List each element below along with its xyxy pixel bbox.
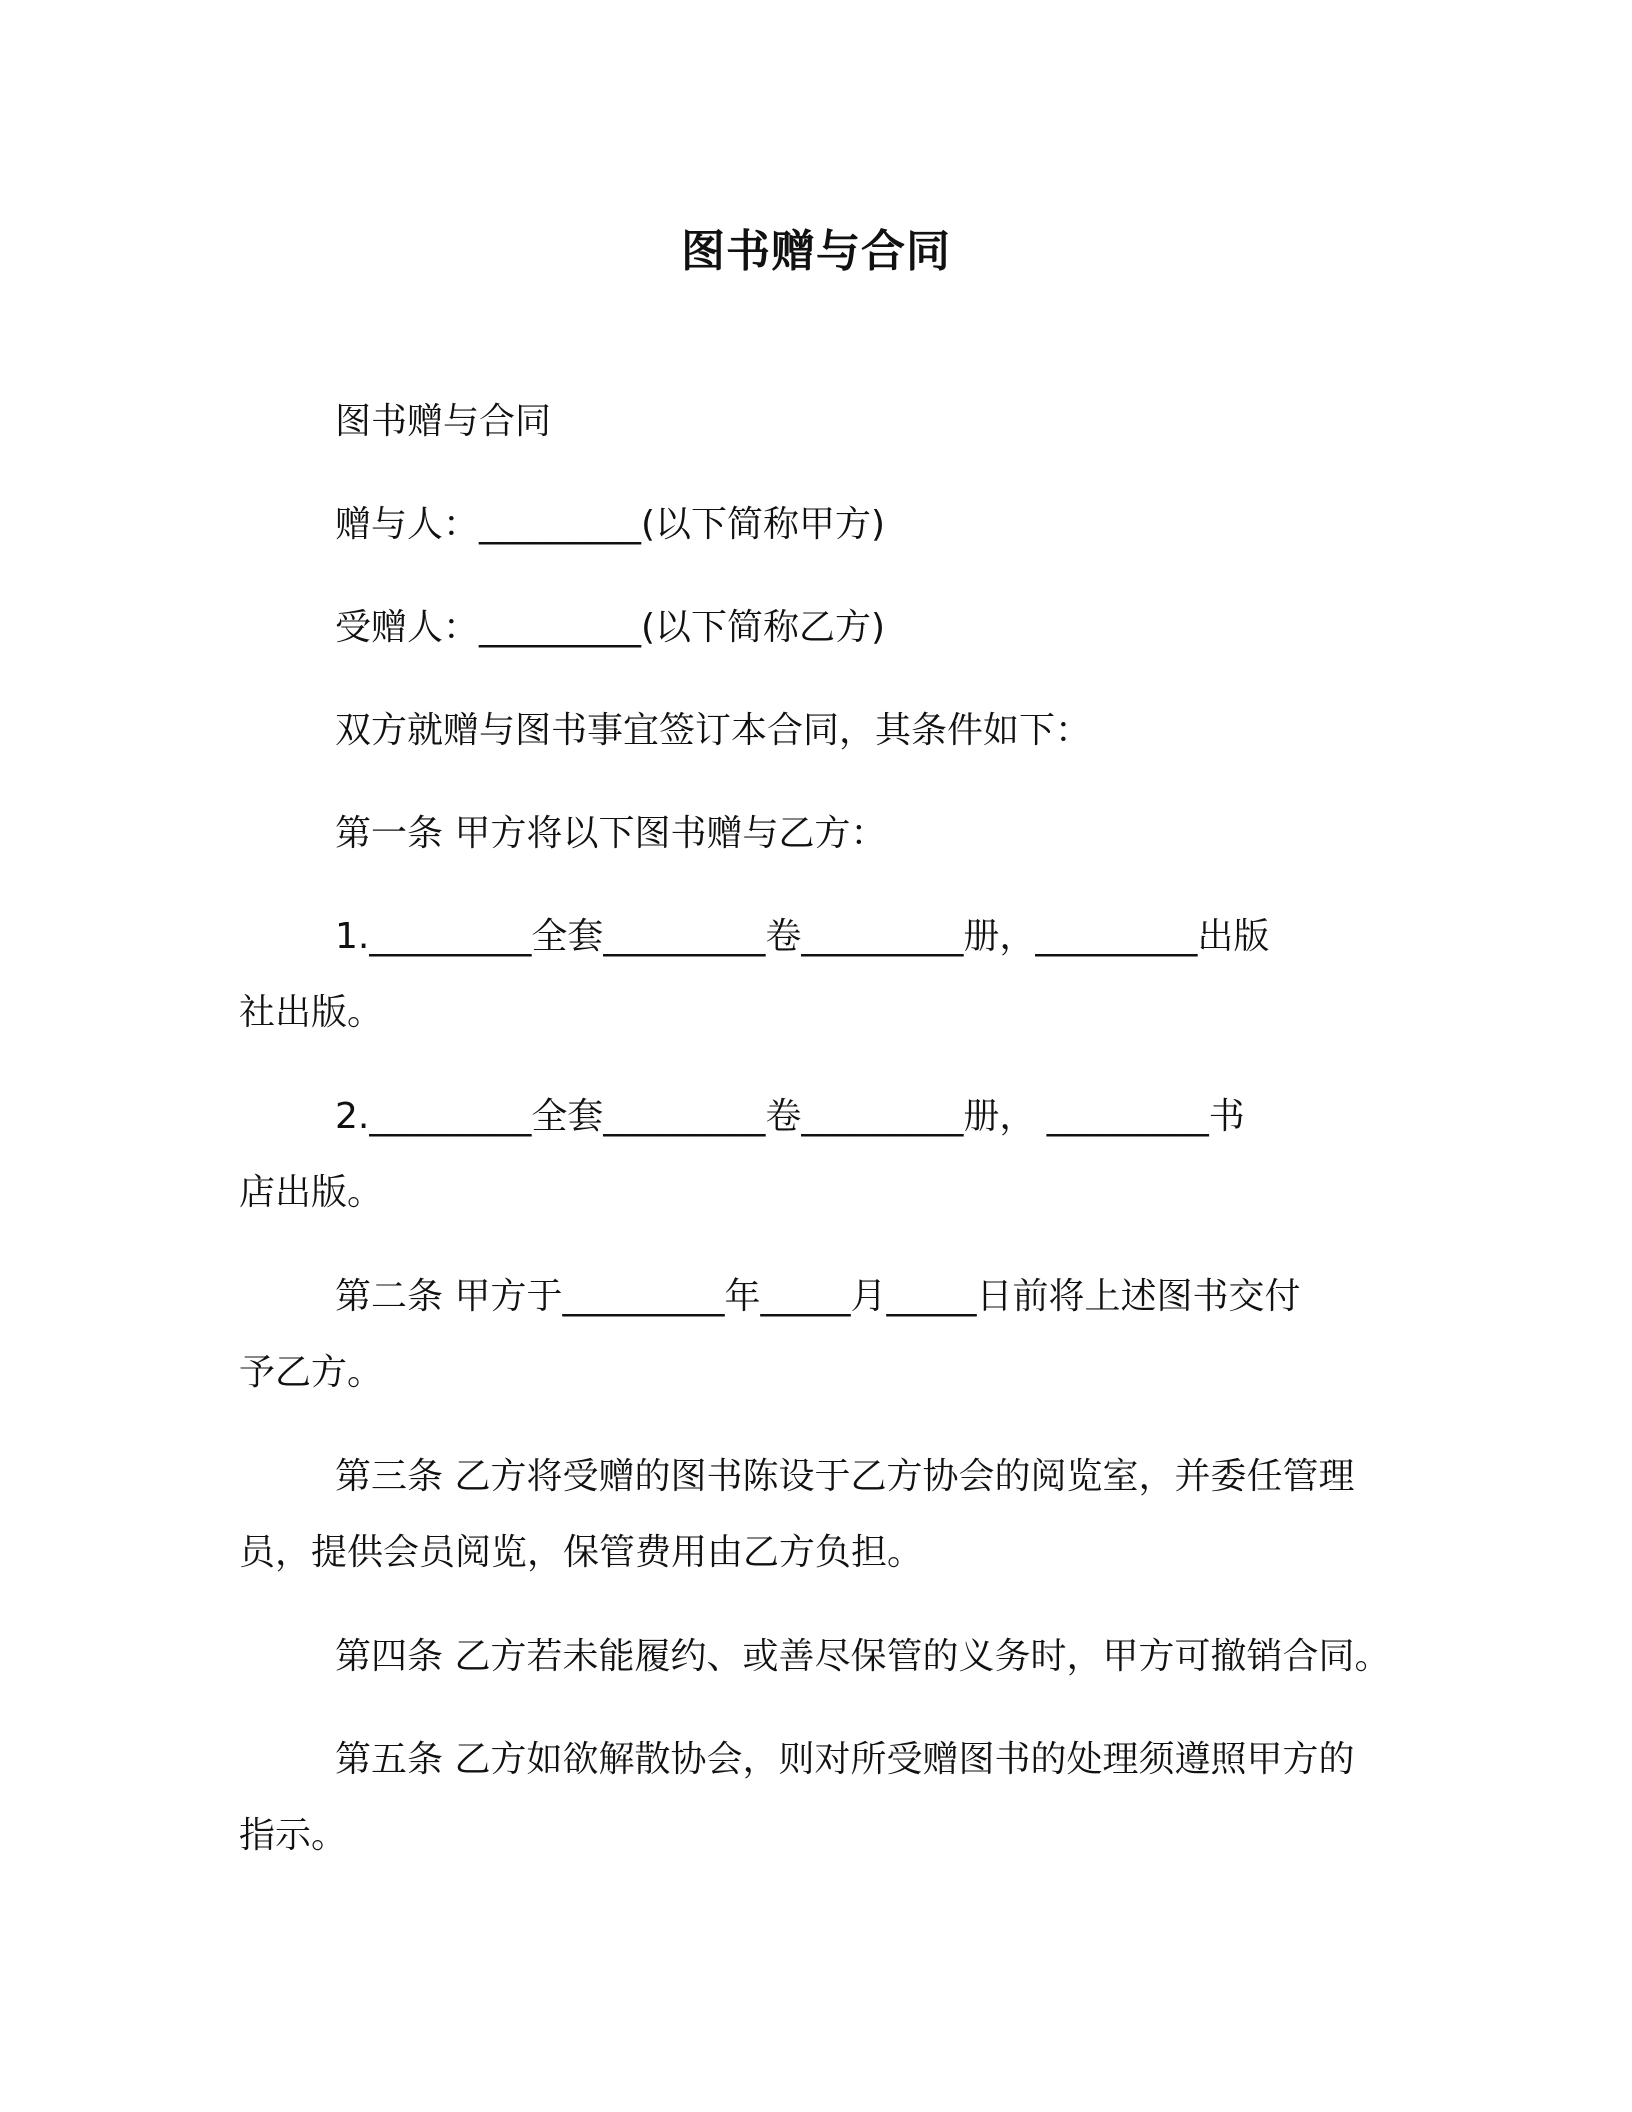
paragraph-line: 第二条 甲方于_________年_____月_____日前将上述图书交付: [335, 1276, 1301, 1317]
document-title: 图书赠与合同: [681, 226, 951, 277]
paragraph-line: 图书赠与合同: [335, 401, 552, 442]
paragraph-line: 受赠人：_________(以下简称乙方): [335, 607, 886, 648]
paragraph-donee: [239, 590, 1419, 666]
paragraph-donor: [239, 487, 1419, 563]
paragraph-article-4: [239, 1619, 1419, 1695]
paragraph-article-5: [239, 1722, 1419, 1874]
paragraph-line: 员，提供会员阅览，保管费用由乙方负担。: [239, 1532, 924, 1573]
paragraph-line: 社出版。: [239, 992, 384, 1033]
paragraph-line: 店出版。: [239, 1172, 384, 1213]
paragraph-intro: [239, 693, 1419, 769]
paragraph-item-1: [239, 899, 1419, 1051]
paragraph-line: 赠与人：_________(以下简称甲方): [335, 504, 886, 545]
paragraph-line: 第一条 甲方将以下图书赠与乙方：: [335, 813, 887, 854]
paragraph-line: 双方就赠与图书事宜签订本合同，其条件如下：: [335, 710, 1092, 751]
paragraph-line: 2._________全套_________卷_________册， _________书: [335, 1096, 1245, 1137]
paragraph-line: 第三条 乙方将受赠的图书陈设于乙方协会的阅览室，并委任管理: [335, 1456, 1355, 1497]
paragraph-line: 第五条 乙方如欲解散协会，则对所受赠图书的处理须遵照甲方的: [335, 1739, 1355, 1780]
paragraph-article-2: [239, 1259, 1419, 1411]
paragraph-item-2: [239, 1079, 1419, 1231]
paragraph-line: 第四条 乙方若未能履约、或善尽保管的义务时，甲方可撤销合同。: [335, 1636, 1391, 1677]
paragraph-line: 予乙方。: [239, 1352, 384, 1393]
paragraph-article-1: [239, 796, 1419, 872]
paragraph-line: 指示。: [239, 1815, 348, 1856]
paragraph-article-3: [239, 1439, 1419, 1591]
paragraph-line: 1._________全套_________卷_________册，_________出版: [335, 916, 1270, 957]
paragraph-heading: [239, 384, 1419, 460]
